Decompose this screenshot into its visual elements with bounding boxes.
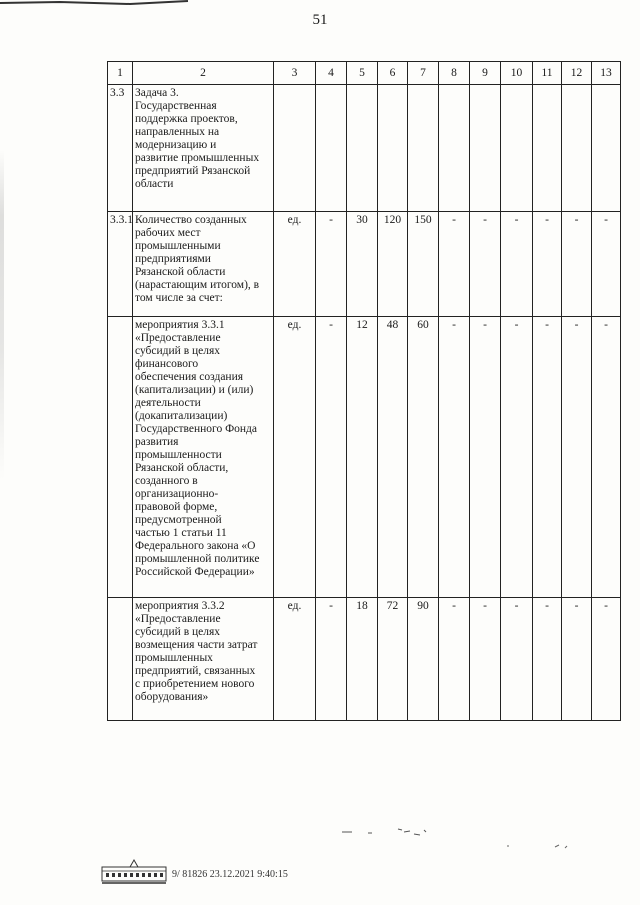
- cell-value: 12: [347, 317, 378, 598]
- document-registration-info: [172, 869, 288, 880]
- cell-value: 72: [378, 598, 408, 721]
- cell-value: [533, 85, 562, 212]
- cell-value: [470, 85, 501, 212]
- scan-shadow-left: [0, 150, 4, 480]
- scan-artifact-top: [0, 0, 190, 6]
- row-number: 3.3.1: [108, 212, 133, 317]
- table-row: [108, 212, 621, 317]
- col-header: 11: [533, 62, 562, 85]
- table-header-row: [108, 62, 621, 85]
- cell-value: [562, 85, 592, 212]
- cell-value: -: [439, 212, 470, 317]
- cell-unit: ед.: [274, 598, 316, 721]
- cell-value: [501, 85, 533, 212]
- col-header: 10: [501, 62, 533, 85]
- col-header: 8: [439, 62, 470, 85]
- cell-value: -: [316, 598, 347, 721]
- cell-value: -: [501, 598, 533, 721]
- cell-value: -: [316, 212, 347, 317]
- cell-value: 120: [378, 212, 408, 317]
- col-header: 2: [133, 62, 274, 85]
- row-description: Задача 3. Государственная поддержка проектов, направленных на модернизацию и развитие промышленных предприятий Рязанской области: [133, 85, 274, 212]
- cell-value: -: [562, 212, 592, 317]
- cell-unit: ед.: [274, 212, 316, 317]
- row-number: [108, 598, 133, 721]
- cell-value: -: [501, 317, 533, 598]
- cell-value: -: [592, 598, 621, 721]
- cell-value: -: [562, 317, 592, 598]
- cell-value: [316, 85, 347, 212]
- row-description: Количество созданных рабочих мест промышленными предприятиями Рязанской области (нарастающим итогом), в том числе за счет:: [133, 212, 274, 317]
- row-description: мероприятия 3.3.2 «Предоставление субсидий в целях возмещения части затрат промышленных предприятий, связанных с приобретением нового оборудования»: [133, 598, 274, 721]
- cell-value: -: [592, 317, 621, 598]
- scan-specks: [505, 840, 575, 852]
- cell-value: [592, 85, 621, 212]
- cell-value: -: [470, 212, 501, 317]
- registration-mark: 9/: [172, 869, 180, 880]
- indicators-table: [107, 61, 621, 721]
- cell-value: [408, 85, 439, 212]
- col-header: 5: [347, 62, 378, 85]
- cell-value: 18: [347, 598, 378, 721]
- cell-value: -: [470, 317, 501, 598]
- cell-value: 30: [347, 212, 378, 317]
- registration-number-date: 81826 23.12.2021 9:40:15: [182, 869, 288, 880]
- cell-value: -: [501, 212, 533, 317]
- cell-value: [347, 85, 378, 212]
- table-row: [108, 85, 621, 212]
- cell-value: -: [592, 212, 621, 317]
- col-header: 13: [592, 62, 621, 85]
- cell-value: -: [562, 598, 592, 721]
- cell-value: 90: [408, 598, 439, 721]
- col-header: 9: [470, 62, 501, 85]
- row-number: [108, 317, 133, 598]
- row-number: 3.3: [108, 85, 133, 212]
- cell-value: 60: [408, 317, 439, 598]
- cell-value: -: [533, 598, 562, 721]
- col-header: 4: [316, 62, 347, 85]
- cell-unit: ед.: [274, 317, 316, 598]
- col-header: 7: [408, 62, 439, 85]
- cell-value: -: [470, 598, 501, 721]
- col-header: 6: [378, 62, 408, 85]
- cell-value: -: [533, 317, 562, 598]
- row-description: мероприятия 3.3.1 «Предоставление субсидий в целях финансового обеспечения создания (капитализации) и (или) деятельности (докапитализации) Государственного Фонда развития промышленности Рязанской области, созданного в организационно- правовой форме, предусмотренной частью 1 статьи 11 Федерального закона «О промышленной политике Российской Федерации»: [133, 317, 274, 598]
- cell-value: -: [439, 598, 470, 721]
- building-stamp-icon: [100, 857, 168, 885]
- cell-value: -: [439, 317, 470, 598]
- cell-unit: [274, 85, 316, 212]
- col-header: 12: [562, 62, 592, 85]
- table-row: [108, 317, 621, 598]
- cell-value: [439, 85, 470, 212]
- cell-value: [378, 85, 408, 212]
- cell-value: -: [533, 212, 562, 317]
- col-header: 1: [108, 62, 133, 85]
- col-header: 3: [274, 62, 316, 85]
- page-number: 51: [312, 12, 328, 28]
- scan-specks: [340, 826, 440, 838]
- table-row: [108, 598, 621, 721]
- cell-value: 150: [408, 212, 439, 317]
- cell-value: -: [316, 317, 347, 598]
- cell-value: 48: [378, 317, 408, 598]
